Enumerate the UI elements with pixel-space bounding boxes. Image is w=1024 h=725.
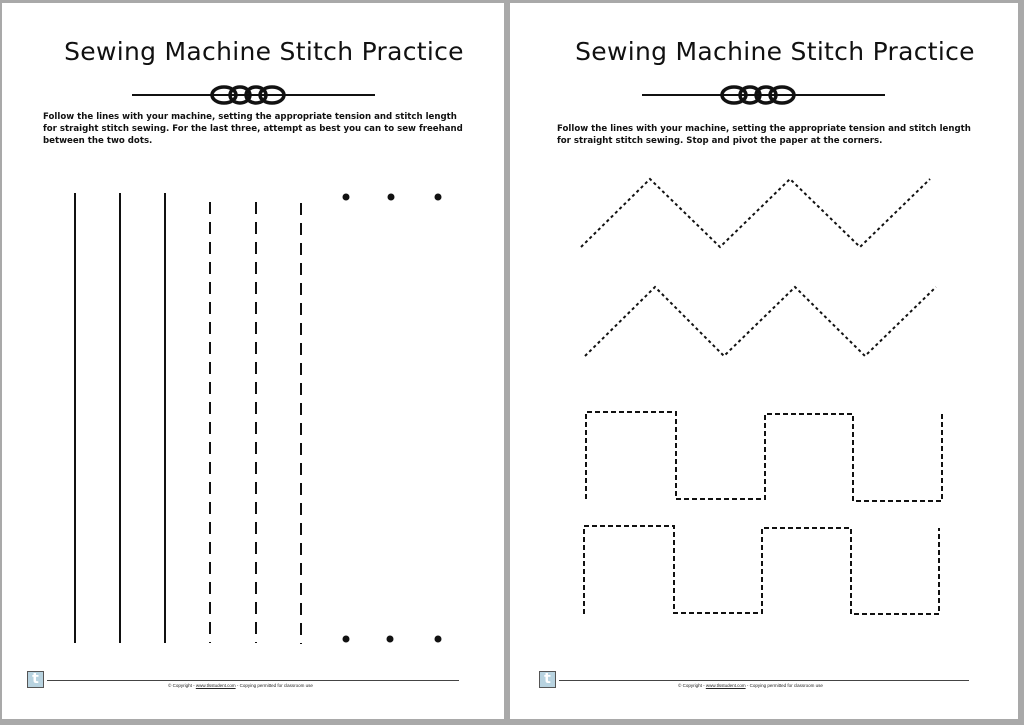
- copyright-prefix: © Copyright -: [678, 683, 706, 688]
- page-title: Sewing Machine Stitch Practice: [575, 37, 975, 66]
- zigzag-line-2: [585, 287, 936, 356]
- tls-logo-icon: t: [27, 671, 44, 688]
- start-dot-1: [343, 194, 350, 201]
- pivot-stitch-exercises: [510, 3, 1018, 719]
- footer-divider: [47, 680, 459, 681]
- square-wave-line-2: [584, 526, 939, 614]
- footer-divider: [559, 680, 969, 681]
- zigzag-line-1: [581, 179, 930, 247]
- start-dot-3: [435, 194, 442, 201]
- instructions-text: Follow the lines with your machine, setting the appropriate tension and stitch length for straight stitch sewing. Stop and pivot the paper at the corners.: [557, 124, 971, 146]
- end-dot-2: [387, 636, 394, 643]
- tls-logo-icon: t: [539, 671, 556, 688]
- worksheet-page-1: [2, 3, 504, 719]
- worksheet-page-2: [510, 3, 1018, 719]
- end-dot-1: [343, 636, 350, 643]
- copyright-prefix: © Copyright -: [168, 683, 196, 688]
- copyright-link[interactable]: www.tlsstudent.com: [705, 683, 746, 688]
- copyright-notice: [168, 683, 313, 688]
- square-wave-line-1: [586, 412, 942, 501]
- copyright-suffix: - Copying permitted for classroom use: [235, 683, 313, 688]
- copyright-link[interactable]: www.tlsstudent.com: [195, 683, 236, 688]
- copyright-suffix: - Copying permitted for classroom use: [745, 683, 823, 688]
- page-title: Sewing Machine Stitch Practice: [64, 37, 464, 66]
- instructions-text: Follow the lines with your machine, setting the appropriate tension and stitch length for straight stitch sewing. For the last three, attempt as best you can to sew freehand between the two dots.: [43, 112, 463, 146]
- end-dot-3: [435, 636, 442, 643]
- straight-stitch-exercises: [2, 3, 504, 719]
- copyright-notice: [678, 683, 823, 688]
- start-dot-2: [388, 194, 395, 201]
